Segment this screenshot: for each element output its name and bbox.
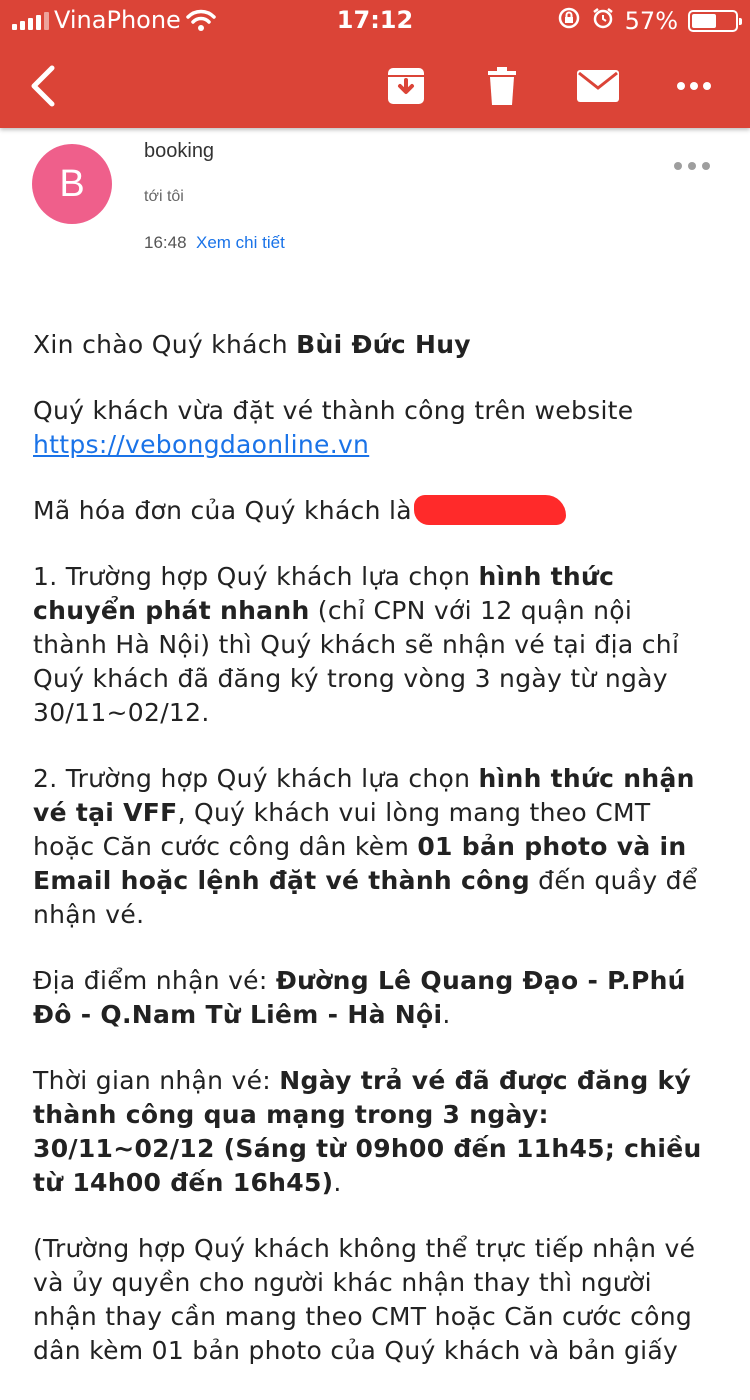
more-icon-dot: [688, 162, 696, 170]
website-link[interactable]: https://vebongdaonline.vn: [33, 430, 370, 459]
paragraph-delivery: [33, 560, 713, 730]
pickup-text-1: 2. Trường hợp Quý khách lựa chọn: [33, 764, 479, 793]
location-period: .: [442, 1000, 451, 1029]
carrier-label: VinaPhone: [54, 6, 181, 34]
clock: 17:12: [336, 6, 414, 34]
time-label: Thời gian nhận vé:: [33, 1066, 280, 1095]
trash-icon: [486, 67, 518, 105]
invoice-text: Mã hóa đơn của Quý khách là: [33, 496, 412, 525]
paragraph-location: [33, 964, 713, 1032]
battery-percent: 57%: [624, 7, 678, 35]
battery-level: [692, 14, 716, 28]
delivery-text-2: (chỉ CPN với 12 quận nội thành Hà Nội) thì Quý khách sẽ nhận vé tại địa chỉ Quý khách đã đăng ký trong vòng 3 ngày từ ngày 30/11~02/12.: [33, 596, 680, 727]
battery-icon: [688, 10, 738, 32]
delivery-text-1: 1. Trường hợp Quý khách lựa chọn: [33, 562, 479, 591]
paragraph-time: [33, 1064, 713, 1200]
alarm-icon: [591, 6, 615, 36]
paragraph-invoice: [33, 494, 713, 528]
rotation-lock-icon: [557, 6, 581, 36]
more-icon: [674, 162, 682, 170]
avatar: [32, 144, 112, 224]
more-options-button[interactable]: [666, 60, 722, 112]
mark-unread-button[interactable]: [570, 60, 626, 112]
recipient-label: tới tôi: [144, 188, 184, 205]
email-time: 16:48: [144, 233, 187, 252]
pickup-requirement: 01 bản photo và in Email hoặc lệnh đặt vé thành công: [33, 832, 687, 895]
view-details-link[interactable]: Xem chi tiết: [196, 233, 285, 252]
customer-name: Bùi Đức Huy: [296, 330, 471, 359]
time-period: .: [333, 1168, 342, 1197]
pickup-method: hình thức nhận vé tại VFF: [33, 764, 695, 827]
paragraph-proxy: (Trường hợp Quý khách không thể trực tiếp nhận vé và ủy quyền cho người khác nhận thay thì người nhận thay cần mang theo CMT hoặc Căn cước công dân kèm 01 bản photo của Quý khách và bản giấy: [33, 1234, 696, 1365]
pickup-text-3: đến quầy để nhận vé.: [33, 866, 698, 929]
mail-icon: [577, 70, 619, 102]
website-text: Quý khách vừa đặt vé thành công trên website: [33, 396, 634, 425]
delivery-method: hình thức chuyển phát nhanh: [33, 562, 615, 625]
archive-icon: [387, 67, 425, 105]
redaction-mark: [414, 495, 566, 525]
greeting: [33, 328, 713, 362]
sender-name: booking: [144, 140, 215, 162]
location-label: Địa điểm nhận vé:: [33, 966, 276, 995]
time-details: Ngày trả vé đã được đăng ký thành công qua mạng trong 3 ngày: 30/11~02/12 (Sáng từ 09h00 đến 11h45; chiều từ 14h00 đến 16h45): [33, 1066, 702, 1197]
more-icon-dot: [702, 162, 710, 170]
avatar-letter: B: [59, 162, 85, 205]
back-arrow-icon: [28, 64, 60, 108]
archive-button[interactable]: [378, 60, 434, 112]
location-address: Đường Lê Quang Đạo - P.Phú Đô - Q.Nam Từ Liêm - Hà Nội: [33, 966, 686, 1029]
more-icon: [676, 81, 712, 91]
greeting-prefix: Xin chào Quý khách: [33, 330, 297, 359]
email-more-button[interactable]: [674, 156, 718, 176]
status-bar: [0, 0, 750, 42]
app-header: [0, 0, 750, 128]
paragraph-website: [33, 394, 713, 462]
pickup-text-2: , Quý khách vui lòng mang theo CMT hoặc Căn cước công dân kèm: [33, 798, 651, 861]
back-button[interactable]: [16, 60, 72, 112]
delete-button[interactable]: [474, 60, 530, 112]
email-body: [33, 328, 713, 1400]
paragraph-pickup: [33, 762, 713, 932]
